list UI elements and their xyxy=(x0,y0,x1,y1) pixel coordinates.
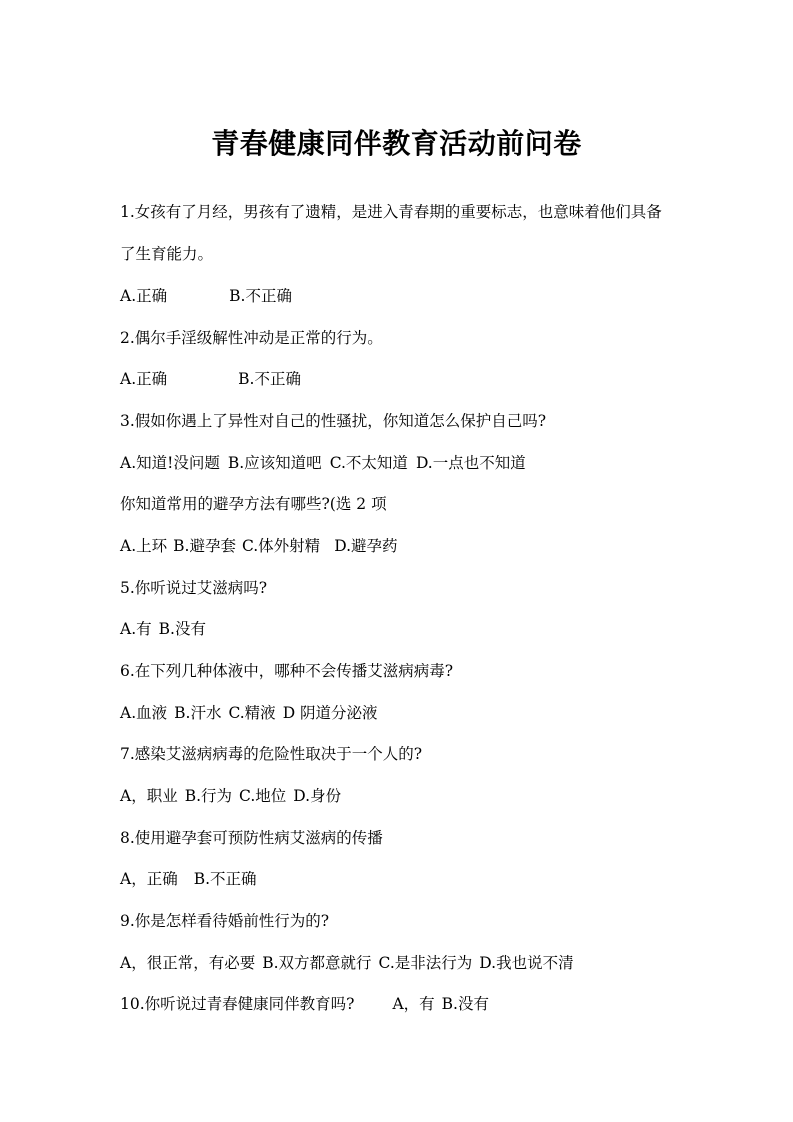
question-8-text: 8.使用避孕套可预防性病艾滋病的传播 xyxy=(120,829,383,847)
question-10-line xyxy=(120,993,489,1015)
option-d: D 阴道分泌液 xyxy=(282,704,378,722)
question-1-text-line2: 了生育能力。 xyxy=(120,245,214,263)
option-a: A.上环 xyxy=(120,537,168,555)
option-d: D.身份 xyxy=(293,787,342,805)
option-d: D.我也说不清 xyxy=(479,954,574,972)
option-a: A，正确 xyxy=(120,870,178,888)
option-a: A，很正常，有必要 xyxy=(120,954,256,972)
question-7-text: 7.感染艾滋病病毒的危险性取决于一个人的? xyxy=(120,745,423,763)
option-a: A.正确 xyxy=(120,287,168,305)
question-1-text-line1: 1.女孩有了月经，男孩有了遗精，是进入青春期的重要标志，也意味着他们具备 xyxy=(120,203,662,221)
question-4-text: 你知道常用的避孕方法有哪些?(选 2 项 xyxy=(120,495,387,513)
option-a: A.正确 xyxy=(120,370,168,388)
question-7-options xyxy=(120,785,341,807)
option-a: A.知道!没问题 xyxy=(120,454,220,472)
question-8-options xyxy=(120,868,257,890)
option-b: B.没有 xyxy=(441,995,489,1013)
option-c: C.是非法行为 xyxy=(378,954,473,972)
option-b: B.避孕套 xyxy=(173,537,236,555)
option-a: A.有 xyxy=(120,620,152,638)
option-b: B.不正确 xyxy=(238,370,301,388)
question-6-text: 6.在下列几种体液中，哪种不会传播艾滋病病毒? xyxy=(120,662,454,680)
question-9-options xyxy=(120,952,574,974)
question-5-text: 5.你听说过艾滋病吗? xyxy=(120,579,268,597)
option-d: D.避孕药 xyxy=(334,537,398,555)
option-a: A.血液 xyxy=(120,704,168,722)
option-a: A，职业 xyxy=(120,787,178,805)
option-b: B.没有 xyxy=(158,620,206,638)
option-d: D.一点也不知道 xyxy=(415,454,526,472)
option-b: B.双方都意就行 xyxy=(262,954,372,972)
page-title: 青春健康同伴教育活动前问卷 xyxy=(211,127,582,160)
option-b: B.行为 xyxy=(184,787,233,805)
option-c: C.不太知道 xyxy=(329,454,408,472)
question-3-text: 3.假如你遇上了异性对自己的性骚扰，你知道怎么保护自己吗? xyxy=(120,412,547,430)
question-9-text: 9.你是怎样看待婚前性行为的? xyxy=(120,912,330,930)
option-b: B.汗水 xyxy=(174,704,222,722)
option-b: B.不正确 xyxy=(229,287,292,305)
question-6-options xyxy=(120,702,378,724)
question-2-text: 2.偶尔手淫级解性冲动是正常的行为。 xyxy=(120,329,383,347)
option-c: C.地位 xyxy=(239,787,287,805)
question-5-options xyxy=(120,618,206,640)
question-1-options xyxy=(120,285,292,307)
question-10-text: 10.你听说过青春健康同伴教育吗? xyxy=(120,995,355,1013)
question-3-options xyxy=(120,452,526,474)
question-4-options xyxy=(120,535,398,557)
option-b: B.不正确 xyxy=(193,870,257,888)
option-c: C.体外射精 xyxy=(241,537,321,555)
question-2-options xyxy=(120,368,301,390)
option-c: C.精液 xyxy=(228,704,276,722)
option-a: A，有 xyxy=(392,995,435,1013)
option-b: B.应该知道吧 xyxy=(227,454,322,472)
